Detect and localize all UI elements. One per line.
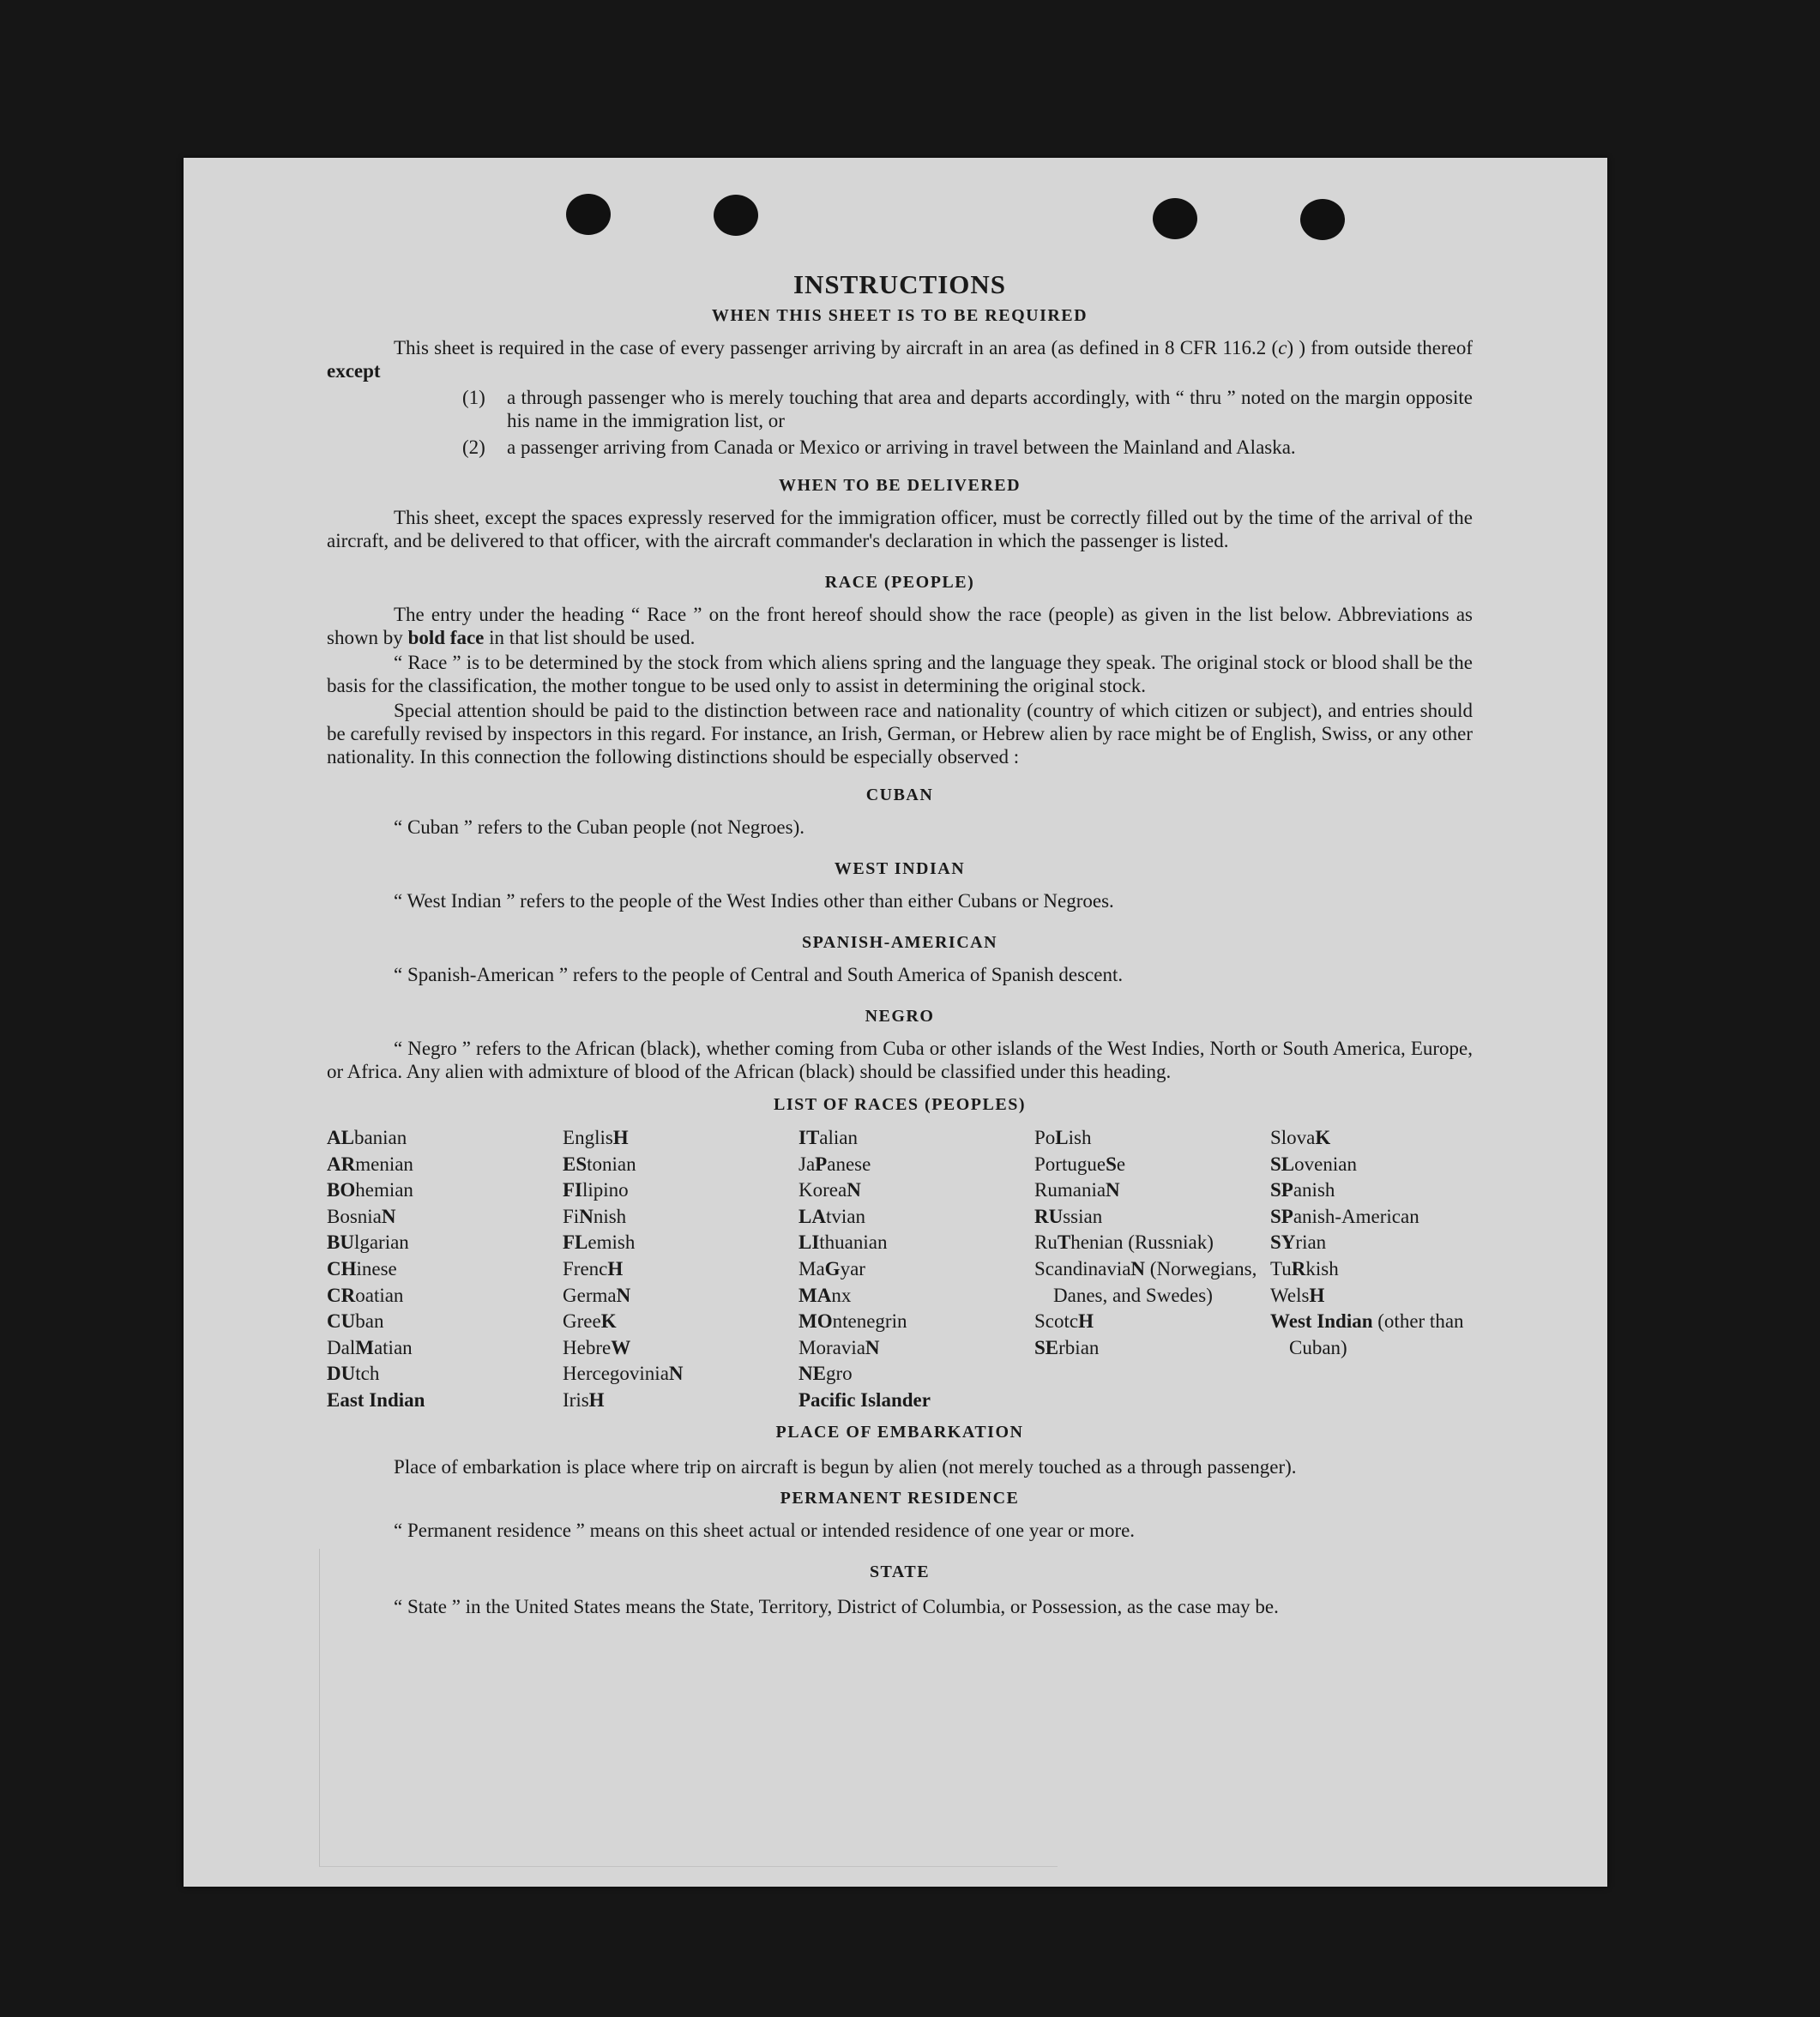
race-text: lgarian [353,1231,409,1254]
race-item [1034,1256,1270,1309]
race-abbreviation: H [607,1257,624,1279]
race-text: P [1034,1127,1046,1148]
race-abbreviation: BU [327,1231,354,1254]
race-text: i [573,1205,580,1227]
race-text: atian [373,1336,413,1358]
race-text: els [1287,1284,1310,1306]
race-abbreviation: P [815,1153,828,1175]
race-text: ercegovinia [576,1363,669,1385]
race-item [563,1388,799,1414]
race-text: al [340,1336,356,1358]
race-text: D [327,1336,341,1358]
race-text: lipino [582,1179,629,1201]
race-text: ban [355,1310,384,1333]
race-item [327,1361,563,1388]
delivered-text: This sheet, except the spaces expressly reserved for the immigration officer, must be correctly filled out by the time of the arrival of the aircraft, and be delivered to that officer, with the aircraft commander's declaration in which the passenger is listed. [327,507,1473,551]
race-paragraph-3: Special attention should be paid to the distinction between race and nationality (country of which citizen or subject), and entries should be carefully revised by inspectors in this regard. For instance, an Irish, German, or Hebrew alien by race might be of English, Swiss, or any other nationality. In this connection the following distinctions should be especially observed : [327,700,1473,768]
race-text: E [563,1127,576,1148]
race-abbreviation: H [1078,1310,1094,1333]
instructions-body [327,269,1473,1622]
race-abbreviation: DU [327,1363,356,1385]
race-text: F [563,1257,574,1279]
race-abbreviation: CR [327,1284,356,1306]
punch-hole [714,195,758,236]
race-abbreviation: AL [327,1127,354,1148]
races-column [1270,1125,1476,1414]
race-item [327,1204,563,1231]
race-text: nx [831,1284,852,1306]
race-text: nish [593,1205,627,1227]
race-text: ortugue [1045,1153,1106,1175]
race-text: renc [573,1257,608,1279]
race-abbreviation: M [355,1336,374,1358]
race-item [799,1152,1034,1178]
race-text: tvian [825,1205,865,1227]
race-abbreviation: K [1315,1127,1331,1148]
race-text: candinavia [1045,1257,1131,1279]
race-abbreviation: IT [799,1127,820,1148]
race-item [327,1177,563,1204]
race-item [327,1152,563,1178]
heading-when-delivered: WHEN TO BE DELIVERED [778,476,1021,495]
race-text: K [799,1179,813,1201]
race-item [1270,1256,1476,1283]
race-abbreviation: N [1106,1179,1120,1201]
residence-text: “ Permanent residence ” means on this sheet actual or intended residence of one year or more. [394,1519,1136,1541]
race-item [1270,1204,1476,1231]
heading-list-of-races: LIST OF RACES (PEOPLES) [773,1095,1026,1114]
race-item [563,1152,799,1178]
heading-cuban: CUBAN [865,786,934,804]
race-text: u [1047,1231,1058,1254]
race-text: orea [812,1179,847,1201]
race-abbreviation: N [865,1336,880,1358]
race-item [799,1361,1034,1388]
race-abbreviation: MA [799,1284,832,1306]
race-text: yar [840,1257,865,1279]
punch-hole [1153,198,1197,239]
races-list [327,1125,1473,1414]
race-text: R [1034,1179,1048,1201]
required-intro: This sheet is required in the case of every passenger arriving by aircraft in an area (as defined in 8 CFR 116.2 (c) ) from outside thereof except [327,337,1473,382]
exception-item [462,436,1473,459]
race-text: ntenegrin [832,1310,907,1333]
race-item [1270,1230,1476,1256]
negro-text: “ Negro ” refers to the African (black), whether coming from Cuba or other islands of the West Indies, North or South America, Europe, or Africa. Any alien with admixture of blood of the African (black) should be classified under this heading. [327,1038,1473,1082]
race-text: thuanian [819,1231,888,1254]
race-item [563,1125,799,1152]
race-text: o [1045,1127,1056,1148]
race-item [799,1335,1034,1362]
state-text: “ State ” in the United States means the State, Territory, District of Columbia, or Possession, as the case may be. [394,1595,1279,1617]
race-text: a [816,1257,825,1279]
west-indian-text: “ West Indian ” refers to the people of the West Indies other than either Cubans or Negroes. [394,890,1114,912]
race-abbreviation: SP [1270,1179,1293,1201]
race-text: B [327,1205,340,1227]
race-item [1270,1125,1476,1152]
race-abbreviation: BO [327,1179,356,1201]
race-item [327,1125,563,1152]
heading-west-indian: WEST INDIAN [834,859,966,878]
page-title: INSTRUCTIONS [792,269,1006,299]
race-text: W [1270,1284,1287,1306]
race-abbreviation: T [1057,1231,1071,1254]
race-text: banian [353,1127,407,1148]
race-abbreviation: LA [799,1205,826,1227]
race-item [563,1309,799,1335]
races-column [1034,1125,1270,1414]
race-abbreviation: MO [799,1310,833,1333]
exception-text: a passenger arriving from Canada or Mexico or arriving in travel between the Mainland and Alaska. [507,437,1296,458]
exception-item [462,386,1473,432]
race-text: tonian [587,1153,636,1175]
race-text: oatian [355,1284,404,1306]
races-column [327,1125,563,1414]
race-abbreviation: R [1291,1257,1306,1279]
race-text: gro [825,1363,853,1385]
race-item [1034,1152,1270,1178]
race-abbreviation: SE [1034,1336,1059,1358]
race-abbreviation: L [1055,1127,1069,1148]
race-abbreviation: H [612,1127,629,1148]
heading-spanish-american: SPANISH-AMERICAN [801,933,998,952]
race-item [1034,1177,1270,1204]
race-abbreviation: N [579,1205,594,1227]
race-item [1270,1283,1476,1310]
race-item [1034,1125,1270,1152]
race-text: P [1034,1153,1046,1175]
race-item [1034,1230,1270,1256]
race-abbreviation: K [600,1310,617,1333]
race-abbreviation: FL [563,1231,588,1254]
race-text: alian [819,1127,858,1148]
race-text: S [1034,1310,1046,1333]
race-text: ssian [1063,1205,1103,1227]
race-item [799,1230,1034,1256]
race-text: kish [1305,1257,1339,1279]
race-item [799,1256,1034,1283]
race-item [327,1230,563,1256]
race-paragraph-1: The entry under the heading “ Race ” on the front hereof should show the race (people) as given in the list below. Abbreviations as shown by bold face in that list should be used. [327,604,1473,648]
race-text: anish [1293,1179,1335,1201]
race-item [1270,1309,1476,1361]
race-text: ebre [576,1336,612,1358]
race-abbreviation: RU [1034,1205,1064,1227]
race-text: nglis [575,1127,613,1148]
race-item [563,1204,799,1231]
race-abbreviation: SL [1270,1153,1295,1175]
race-text: M [799,1336,817,1358]
race-text: erma [576,1284,617,1306]
race-text: S [1270,1127,1281,1148]
heading-embarkation: PLACE OF EMBARKATION [775,1422,1024,1442]
race-abbreviation: Pacific Islander [799,1388,931,1411]
race-text: osnia [340,1205,382,1227]
race-abbreviation: SP [1270,1205,1293,1227]
race-item [327,1256,563,1283]
race-abbreviation: NE [799,1363,826,1385]
race-item [1034,1309,1270,1335]
race-text: anish-American [1293,1205,1419,1227]
race-item [563,1361,799,1388]
race-abbreviation: G [824,1257,841,1279]
race-text: inese [356,1257,397,1279]
race-text: anese [827,1153,871,1175]
race-item [799,1125,1034,1152]
race-text: hemian [355,1179,413,1201]
cuban-text: “ Cuban ” refers to the Cuban people (not Negroes). [394,816,805,838]
race-item [799,1283,1034,1310]
race-item [1270,1152,1476,1178]
race-abbreviation: H [1309,1284,1325,1306]
race-abbreviation: N [381,1205,396,1227]
race-item [327,1388,563,1414]
document-page [184,158,1607,1887]
race-text: e [1116,1153,1126,1175]
race-abbreviation: FI [563,1179,582,1201]
race-text: rian [1295,1231,1327,1254]
race-abbreviation: S [1106,1153,1117,1175]
race-item [327,1309,563,1335]
spanish-american-text: “ Spanish-American ” refers to the people of Central and South America of Spanish descent. [394,964,1124,985]
race-text: a [805,1153,816,1175]
race-item [563,1283,799,1310]
race-text: oravia [816,1336,865,1358]
race-text: I [563,1388,570,1411]
race-item [799,1204,1034,1231]
heading-permanent-residence: PERMANENT RESIDENCE [780,1488,1020,1508]
race-text: M [799,1257,817,1279]
race-item [1034,1335,1270,1362]
race-text: ree [576,1310,601,1333]
race-text: R [1034,1231,1048,1254]
race-item [799,1388,1034,1414]
embarkation-text: Place of embarkation is place where trip on aircraft is begun by alien (not merely touched as a through passenger). [394,1455,1297,1478]
race-text: ris [569,1388,589,1411]
race-abbreviation: N [847,1179,861,1201]
race-text: u [1281,1257,1292,1279]
races-column [563,1125,799,1414]
exception-number: (2) [462,437,485,458]
race-text: H [563,1363,577,1385]
race-text: F [563,1205,574,1227]
race-item [1034,1204,1270,1231]
race-text: G [563,1310,577,1333]
race-abbreviation: East Indian [327,1388,425,1411]
races-column [799,1125,1034,1414]
race-abbreviation: LI [799,1231,820,1254]
race-abbreviation: AR [327,1153,356,1175]
race-text: (other than Cuban) [1289,1310,1464,1358]
race-abbreviation: H [588,1388,605,1411]
race-abbreviation: ES [563,1153,588,1175]
race-item [327,1283,563,1310]
race-text: ish [1068,1127,1092,1148]
race-abbreviation: CH [327,1257,357,1279]
race-abbreviation: W [611,1336,631,1358]
race-text: rbian [1058,1336,1100,1358]
exception-number: (1) [462,387,485,408]
race-text: H [563,1336,577,1358]
race-item [563,1230,799,1256]
race-item [563,1177,799,1204]
race-text: (Norwegians, Danes, and Swedes) [1053,1257,1257,1306]
race-text: lova [1281,1127,1316,1148]
race-item [799,1309,1034,1335]
race-abbreviation: West Indian [1270,1310,1373,1333]
heading-state: STATE [869,1562,931,1581]
race-item [563,1335,799,1362]
exception-text: a through passenger who is merely touching that area and departs accordingly, with “ thru ” noted on the margin opposite his name in the immigration list, or [507,387,1473,431]
race-abbreviation: N [668,1363,684,1385]
race-text: S [1034,1257,1046,1279]
race-abbreviation: CU [327,1310,356,1333]
race-text: emish [588,1231,636,1254]
race-abbreviation: N [616,1284,631,1306]
race-item [1270,1177,1476,1204]
race-item [327,1335,563,1362]
race-text: umania [1047,1179,1106,1201]
race-text: T [1270,1257,1282,1279]
punch-hole [1300,199,1345,240]
heading-when-required: WHEN THIS SHEET IS TO BE REQUIRED [711,306,1088,325]
punch-hole [566,194,611,235]
race-text: henian (Russniak) [1070,1231,1214,1254]
race-item [563,1256,799,1283]
race-abbreviation: SY [1270,1231,1296,1254]
race-abbreviation: N [1130,1257,1146,1279]
heading-negro: NEGRO [865,1007,935,1026]
race-text: tch [355,1363,380,1385]
race-paragraph-2: “ Race ” is to be determined by the stock from which aliens spring and the language they speak. The original stock or blood shall be the basis for the classification, the mother tongue to be used only to assist in determining the original stock. [327,652,1473,696]
race-text: cotc [1045,1310,1079,1333]
race-text: ovenian [1294,1153,1357,1175]
race-item [799,1177,1034,1204]
race-text: G [563,1284,577,1306]
race-text: menian [355,1153,413,1175]
race-text: J [799,1153,806,1175]
heading-race: RACE (PEOPLE) [824,573,975,592]
